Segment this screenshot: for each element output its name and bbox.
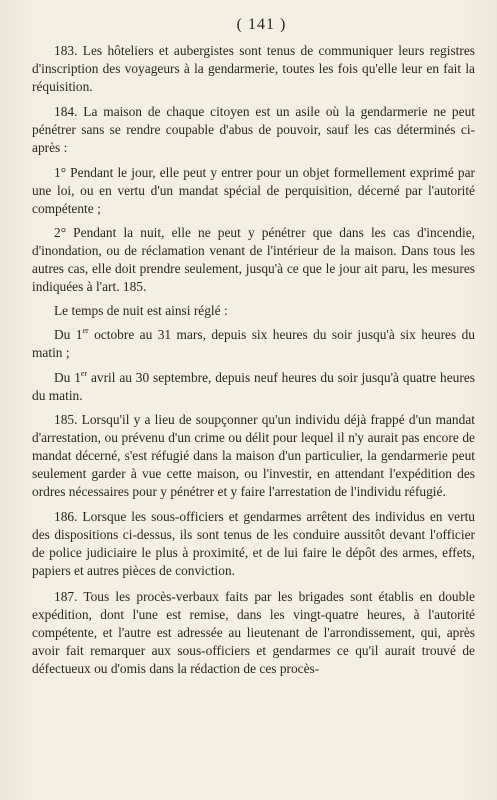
night-time-summer: Du 1er avril au 30 septembre, depuis neuf heures du soir jusqu'à quatre heures du matin. — [32, 368, 475, 403]
paragraph-186: 186. Lorsque les sous-officiers et gendarmes arrêtent des individus en vertu des dispositions ci-dessus, ils sont tenus de les conduire aussitôt devant l'officier de police judiciaire le plus à proximité, et de lui faire le dépôt des armes, effets, papiers et autres pièces de conviction. — [32, 509, 475, 579]
ordinal-suffix: er — [80, 368, 88, 378]
night-time-heading: Le temps de nuit est ainsi réglé : — [54, 303, 228, 319]
paragraph-184-case-2: 2° Pendant la nuit, elle ne peut y pénétrer que dans les cas d'incendie, d'inondation, ou de réclamation venant de l'intérieur de la maison. Dans tous les autres cas, elle doit prendre seulement, jusqu'à ce que le jour ait paru, les mesures indiquées à l'art. 185. — [32, 224, 475, 295]
paragraph-184-case-1: 1° Pendant le jour, elle peut y entrer pour un objet formellement exprimé par une loi, ou en vertu d'un mandat spécial de perquisition, décerné par l'autorité compétente ; — [32, 164, 475, 216]
paragraph-183: 183. Les hôteliers et aubergistes sont tenus de communiquer leurs registres d'inscription des voyageurs à la gendarmerie, toutes les fois qu'elle leur en fait la réquisition. — [32, 43, 475, 95]
night-time-winter: Du 1er octobre au 31 mars, depuis six heures du soir jusqu'à six heures du matin ; — [32, 326, 475, 361]
ordinal-suffix: er — [82, 326, 89, 336]
page-number: ( 141 ) — [236, 16, 287, 33]
paragraph-185: 185. Lorsqu'il y a lieu de soupçonner qu'un individu déjà frappé d'un mandat d'arrestation, ou prévenu d'un crime ou délit pour lequel il n'y aurait pas encore de mandat décerné, s'est réfugié dans la maison d'un particulier, la gendarmerie peut seulement garder à vue cette maison, ou l'investir, en attendant l'expédition des ordres nécessaires pour y pénétrer et y faire l'arrestation de l'individu réfugié. — [32, 411, 475, 500]
paragraph-184: 184. La maison de chaque citoyen est un asile où la gendarmerie ne peut pénétrer sans se rendre coupable d'abus de pouvoir, sauf les cas déterminés ci-après : — [32, 104, 475, 156]
paragraph-187: 187. Tous les procès-verbaux faits par les brigades sont établis en double expédition, dont l'une est remise, dans les vingt-quatre heures, à l'autorité compétente, et l'autre est adressée au lieutenant de l'arrondissement, qui, après avoir fait remarquer aux sous-officiers et gendarmes ce qu'il aurait trouvé de défectueux ou d'omis dans la rédaction de ces procès- — [32, 588, 475, 676]
